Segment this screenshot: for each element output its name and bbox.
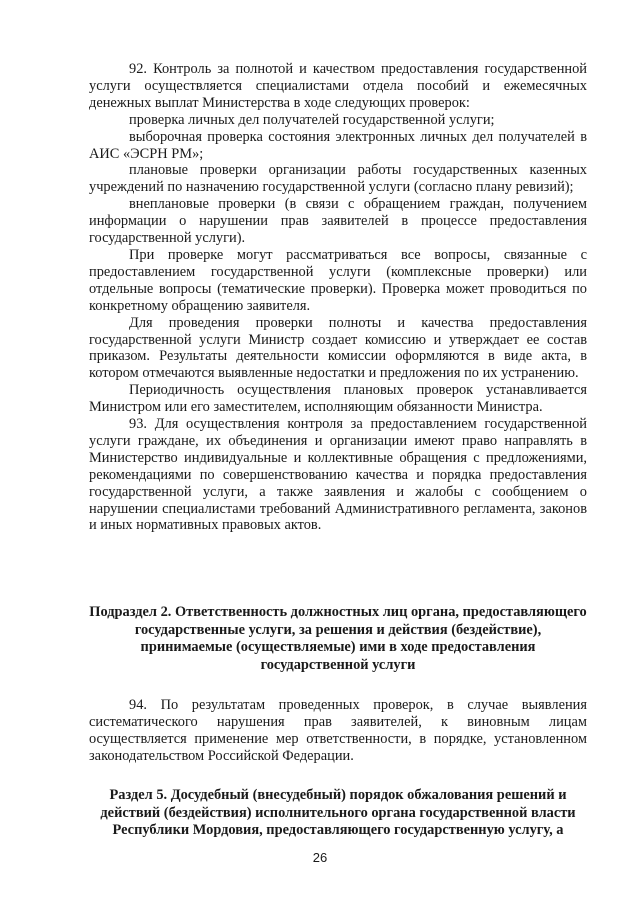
paragraph-92: 92. Контроль за полнотой и качеством предоставления государственной услуги осуществляется специалистами отдела пособий и ежемесячных денежных выплат Министерства в ходе следующих проверок: [89, 61, 587, 111]
paragraph-94: 94. По результатам проведенных проверок, в случае выявления систематического нарушения прав заявителей, к виновным лицам осуществляется применение мер ответственности, в порядке, установленном законодательством Российской Федерации. [89, 697, 587, 764]
list-item-planned-checks: плановые проверки организации работы государственных казенных учреждений по назначению государственной услуги (согласно плану ревизий); [89, 162, 587, 196]
paragraph-commission: Для проведения проверки полноты и качества предоставления государственной услуги Министр создает комиссию и утверждает ее состав приказом. Результаты деятельности комиссии оформляются в виде акта, в котором отмечаются выявленные недостатки и предложения по их устранению. [89, 314, 587, 382]
list-item-electronic-files: выборочная проверка состояния электронных личных дел получателей в АИС «ЭСРН РМ»; [89, 128, 587, 162]
list-item-unplanned-checks: внеплановые проверки (в связи с обращением граждан, получением информации о нарушении прав заявителей в процессе предоставления государственной услуги). [89, 196, 587, 247]
section-body-2 [89, 697, 587, 765]
paragraph-check-scope: При проверке могут рассматриваться все вопросы, связанные с предоставлением государственной услуги (комплексные проверки) или отдельные вопросы (тематические проверки). Проверка может проводиться по конкретному обращению заявителя. [89, 246, 587, 314]
paragraph-periodicity: Периодичность осуществления плановых проверок устанавливается Министром или его заместителем, исполняющим обязанности Министра. [89, 382, 587, 416]
section-heading: Раздел 5. Досудебный (внесудебный) порядок обжалования решений и действий (бездействия) исполнительного органа государственной власти Республики Мордовия, предоставляющего государственную услугу, а [100, 787, 576, 838]
page-number: 26 [312, 850, 328, 865]
section-body [89, 61, 587, 534]
list-item-personal-files: проверка личных дел получателей государственной услуги; [129, 111, 495, 128]
subsection-heading: Подраздел 2. Ответственность должностных лиц органа, предоставляющего государственные услуги, за решения и действия (бездействие), принимаемые (осуществляемые) ими в ходе предоставления государственной услуги [89, 604, 587, 673]
paragraph-93: 93. Для осуществления контроля за предоставлением государственной услуги граждане, их объединения и организации имеют право направлять в Министерство индивидуальные и коллективные обращения с предложениями, рекомендациями по совершенствованию качества и порядка предоставления государственной услуги, а также заявления и жалобы с сообщением о нарушении специалистами требований Административного регламента, законов и иных нормативных правовых актов. [89, 416, 587, 534]
